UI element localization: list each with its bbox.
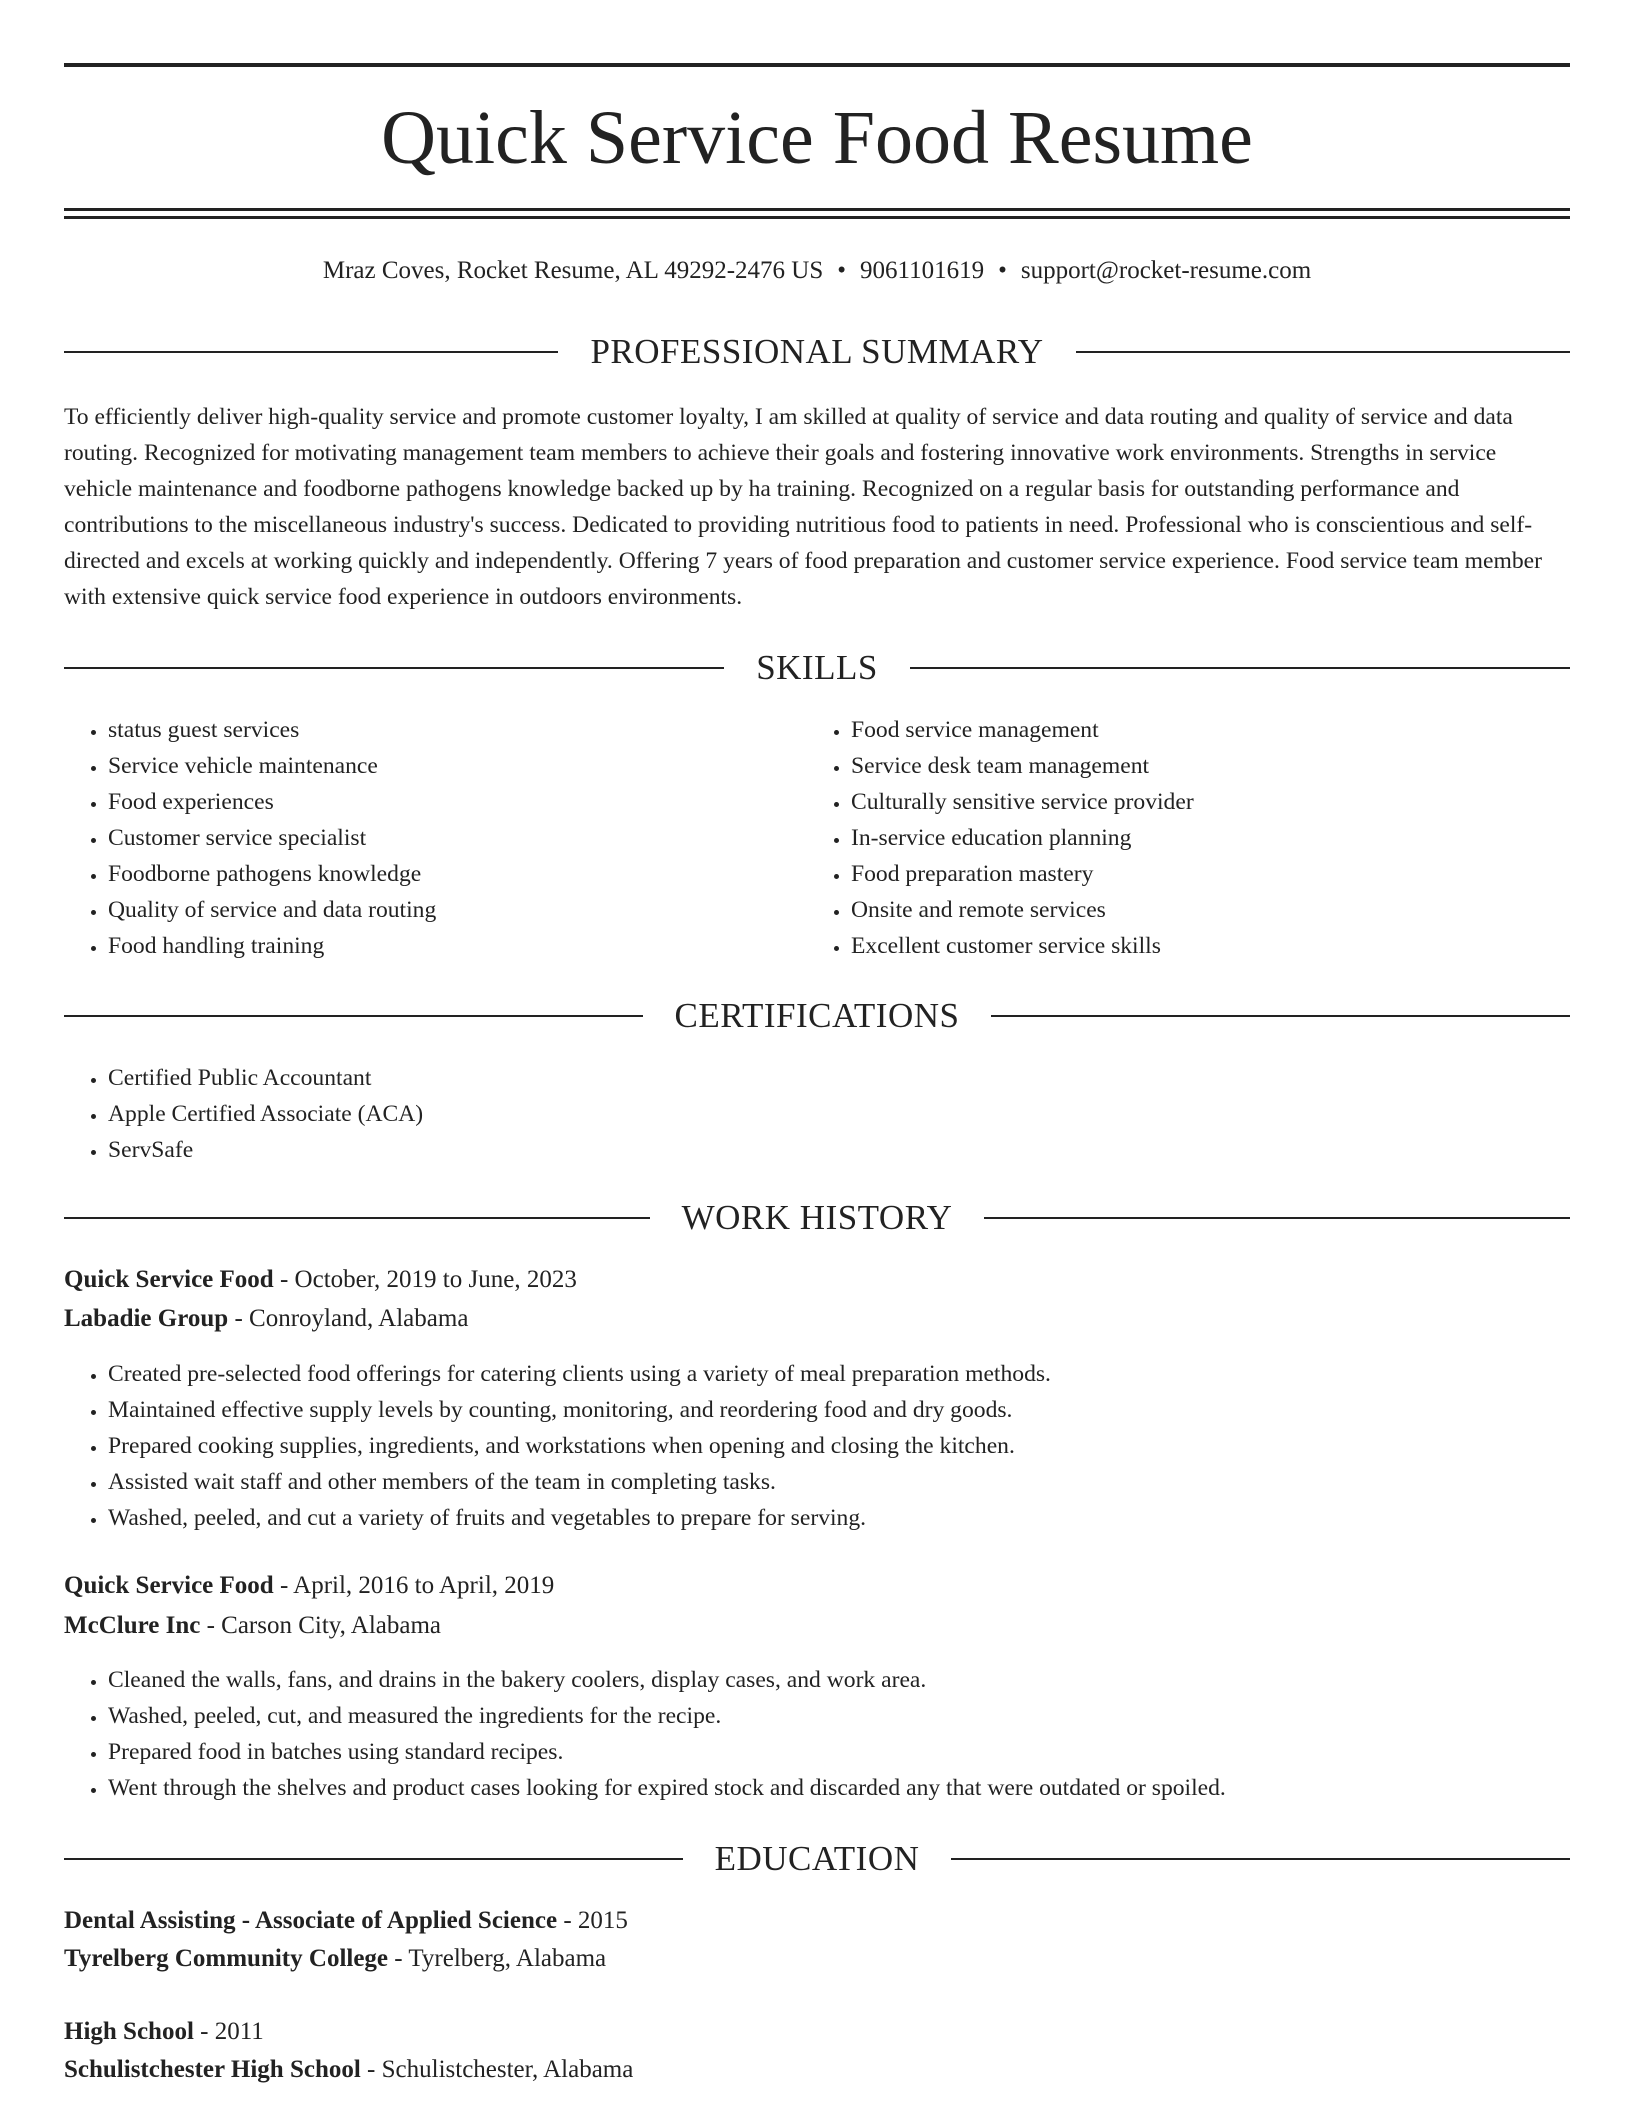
section-header-education [64,1837,1570,1881]
section-title: WORK HISTORY [681,1198,953,1237]
divider-line [64,351,558,353]
education-degree: High School [64,2018,194,2045]
skill-item: • status guest services [108,712,764,748]
job-bullet: • Cleaned the walls, fans, and drains in the bakery coolers, display cases, and work area. [108,1662,1570,1698]
job-company-line [64,1607,441,1645]
education-school-line [64,1940,606,1978]
skill-item: • Culturally sensitive service provider [851,784,1507,820]
divider-line [951,1858,1570,1860]
skill-item: • In-service education planning [851,820,1507,856]
job-bullet: • Went through the shelves and product cases looking for expired stock and discarded any that were outdated or spoiled. [108,1770,1570,1806]
skill-item: • Food service management [851,712,1507,748]
skill-item: • Foodborne pathogens knowledge [108,856,764,892]
education-location: - Tyrelberg, Alabama [388,1945,607,1972]
job-dates: - April, 2016 to April, 2019 [273,1572,555,1599]
job-bullet: • Prepared food in batches using standard recipes. [108,1734,1570,1770]
job-bullet: • Washed, peeled, cut, and measured the ingredients for the recipe. [108,1698,1570,1734]
job-title-line [64,1567,554,1605]
resume-title: Quick Service Food Resume [381,96,1253,180]
skills-column-right [807,712,1507,964]
skill-item: • Food preparation mastery [851,856,1507,892]
summary-paragraph: To efficiently deliver high-quality service and promote customer loyalty, I am skilled at quality of service and data routing and quality of service and data routing. Recognized for motivating management team members to achieve their goals and fostering innovative work environments. Strengths in service vehicle maintenance and foodborne pathogens knowledge backed up by ha training. Recognized on a regular basis for outstanding performance and contributions to the miscellaneous industry's success. Dedicated to providing nutritious food to patients in need. Professional who is conscientious and self-directed and excels at working quickly and independently. Offering 7 years of food preparation and customer service experience. Food service team member with extensive quick service food experience in outdoors environments. [64,404,1542,610]
divider-line [64,667,724,669]
skill-item: • Food experiences [108,784,764,820]
contact-line [64,254,1570,288]
certifications-list [64,1060,1570,1168]
education-school-line [64,2051,633,2089]
skill-item: • Quality of service and data routing [108,892,764,928]
certification-item: • Apple Certified Associate (ACA) [108,1096,1570,1132]
section-title: EDUCATION [714,1839,920,1878]
skill-item: • Service vehicle maintenance [108,748,764,784]
certification-item: • ServSafe [108,1132,1570,1168]
contact-email: support@rocket-resume.com [1020,257,1312,284]
contact-phone: 9061101619 [860,257,985,284]
job-location: - Conroyland, Alabama [228,1305,469,1332]
section-header-work-history [64,1196,1570,1240]
education-location: - Schulistchester, Alabama [360,2056,634,2083]
job-title: Quick Service Food [64,1266,274,1293]
job-dates: - October, 2019 to June, 2023 [273,1266,577,1293]
skill-item: • Food handling training [108,928,764,964]
section-header-certifications [64,994,1570,1038]
job-bullet: • Created pre-selected food offerings for catering clients using a variety of meal preparation methods. [108,1356,1570,1392]
skills-column-left [64,712,764,964]
skill-item: • Onsite and remote services [851,892,1507,928]
job-title-line [64,1261,577,1299]
education-year: - 2015 [557,1907,628,1934]
divider-line [991,1015,1570,1017]
section-header-skills [64,646,1570,690]
skill-item: • Service desk team management [851,748,1507,784]
divider-line [64,1015,643,1017]
job-bullet: • Washed, peeled, and cut a variety of fruits and vegetables to prepare for serving. [108,1500,1570,1536]
job-company: Labadie Group [64,1305,229,1332]
skill-item: • Customer service specialist [108,820,764,856]
job-bullets [64,1356,1570,1536]
education-school: Tyrelberg Community College [64,1945,389,1972]
job-bullets [64,1662,1570,1806]
job-bullet: • Maintained effective supply levels by counting, monitoring, and reordering food and dry goods. [108,1392,1570,1428]
section-title: PROFESSIONAL SUMMARY [590,332,1044,371]
education-degree-line [64,2013,264,2051]
section-title: SKILLS [756,648,878,687]
divider-line [1076,351,1570,353]
top-rule [64,63,1570,67]
certification-item: • Certified Public Accountant [108,1060,1570,1096]
divider-line [984,1217,1570,1219]
job-company-line [64,1300,468,1338]
job-bullet: • Assisted wait staff and other members of the team in completing tasks. [108,1464,1570,1500]
divider-line [910,667,1570,669]
contact-address: Mraz Coves, Rocket Resume, AL 49292-2476 US [322,257,824,284]
title-double-rule-upper [64,208,1570,211]
education-school: Schulistchester High School [64,2056,361,2083]
contact-separator: • [837,257,847,284]
job-location: - Carson City, Alabama [200,1612,442,1639]
education-year: - 2011 [193,2018,264,2045]
divider-line [64,1858,683,1860]
section-title: CERTIFICATIONS [674,996,960,1035]
education-degree: Dental Assisting - Associate of Applied Science [64,1907,558,1934]
section-header-summary [64,330,1570,374]
job-bullet: • Prepared cooking supplies, ingredients, and workstations when opening and closing the kitchen. [108,1428,1570,1464]
job-title: Quick Service Food [64,1572,274,1599]
title-double-rule-lower [64,216,1570,219]
skill-item: • Excellent customer service skills [851,928,1507,964]
job-company: McClure Inc [64,1612,201,1639]
divider-line [64,1217,650,1219]
education-degree-line [64,1902,628,1940]
contact-separator: • [998,257,1007,284]
